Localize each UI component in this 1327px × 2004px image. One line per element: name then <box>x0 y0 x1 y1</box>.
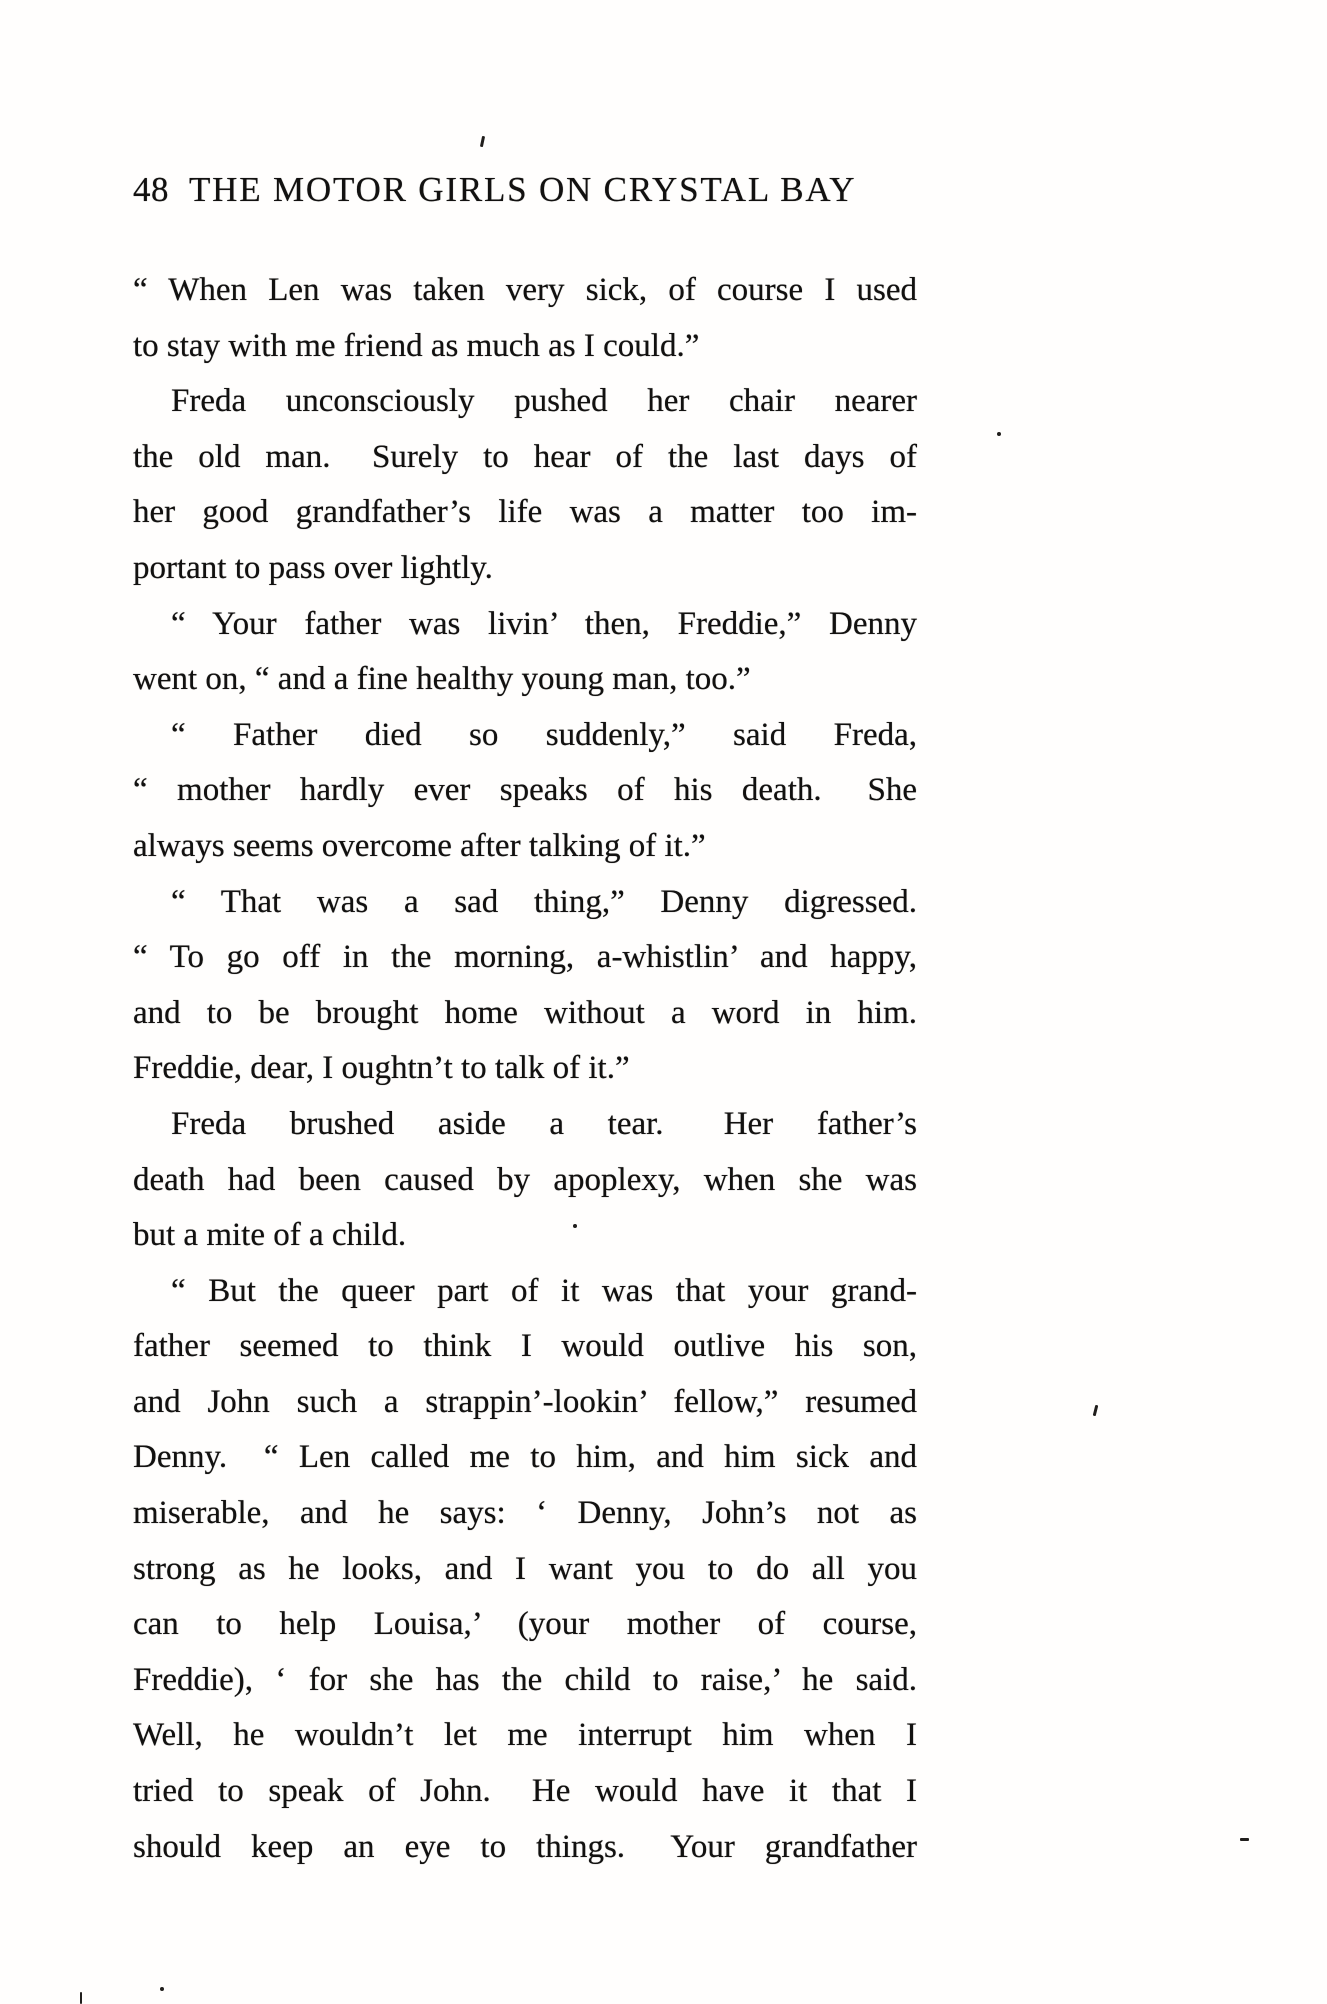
text-line: strong as he looks, and I want you to do all you <box>133 1550 917 1587</box>
text-line: Freda brushed aside a tear. Her father’s <box>171 1105 917 1142</box>
text-line: “ But the queer part of it was that your grand- <box>171 1272 917 1309</box>
text-line: can to help Louisa,’ (your mother of course, <box>133 1606 917 1643</box>
text-line: went on, “ and a fine healthy young man, too.” <box>133 661 751 698</box>
text-line: “ To go off in the morning, a-whistlin’ and happy, <box>133 939 917 976</box>
text-line: Denny. “ Len called me to him, and him sick and <box>133 1439 917 1476</box>
text-line: miserable, and he says: ‘ Denny, John’s not as <box>133 1495 917 1532</box>
scan-speck <box>480 136 485 147</box>
text-line: but a mite of a child. <box>133 1217 407 1254</box>
text-line: “ mother hardly ever speaks of his death. She <box>133 772 917 809</box>
text-line: “ Your father was livin’ then, Freddie,” Denny <box>171 605 917 642</box>
scan-speck <box>997 432 1001 436</box>
text-line: portant to pass over lightly. <box>133 549 493 586</box>
text-line: Freddie), ‘ for she has the child to raise,’ he said. <box>133 1661 917 1698</box>
text-line: should keep an eye to things. Your grandfather <box>133 1828 917 1865</box>
text-line: to stay with me friend as much as I could.” <box>133 327 700 364</box>
text-line: death had been caused by apoplexy, when she was <box>133 1161 917 1198</box>
scan-speck <box>573 1224 577 1228</box>
text-line: tried to speak of John. He would have it that I <box>133 1773 917 1810</box>
text-line: her good grandfather’s life was a matter too im- <box>133 494 917 531</box>
text-line: “ When Len was taken very sick, of course I used <box>133 272 917 308</box>
text-line: and John such a strappin’-lookin’ fellow,” resumed <box>133 1383 917 1420</box>
text-line: Freda unconsciously pushed her chair nearer <box>171 383 917 420</box>
body-text <box>133 263 917 1875</box>
text-line: Well, he wouldn’t let me interrupt him when I <box>133 1717 917 1754</box>
text-line: and to be brought home without a word in him. <box>133 994 917 1031</box>
text-line: father seemed to think I would outlive his son, <box>133 1328 917 1365</box>
scan-speck <box>80 1992 82 2004</box>
page-header <box>133 170 917 210</box>
text-line: Freddie, dear, I oughtn’t to talk of it.” <box>133 1050 630 1087</box>
scan-speck <box>160 1987 164 1991</box>
scan-speck <box>1093 1405 1099 1416</box>
text-line: “ That was a sad thing,” Denny digressed. <box>171 883 917 920</box>
running-title: THE MOTOR GIRLS ON CRYSTAL BAY <box>189 170 857 209</box>
text-line: always seems overcome after talking of it.” <box>133 827 706 864</box>
text-line: the old man. Surely to hear of the last days of <box>133 438 917 475</box>
scan-speck <box>1240 1838 1249 1841</box>
text-line: “ Father died so suddenly,” said Freda, <box>171 716 917 753</box>
page-number: 48 <box>133 170 169 209</box>
